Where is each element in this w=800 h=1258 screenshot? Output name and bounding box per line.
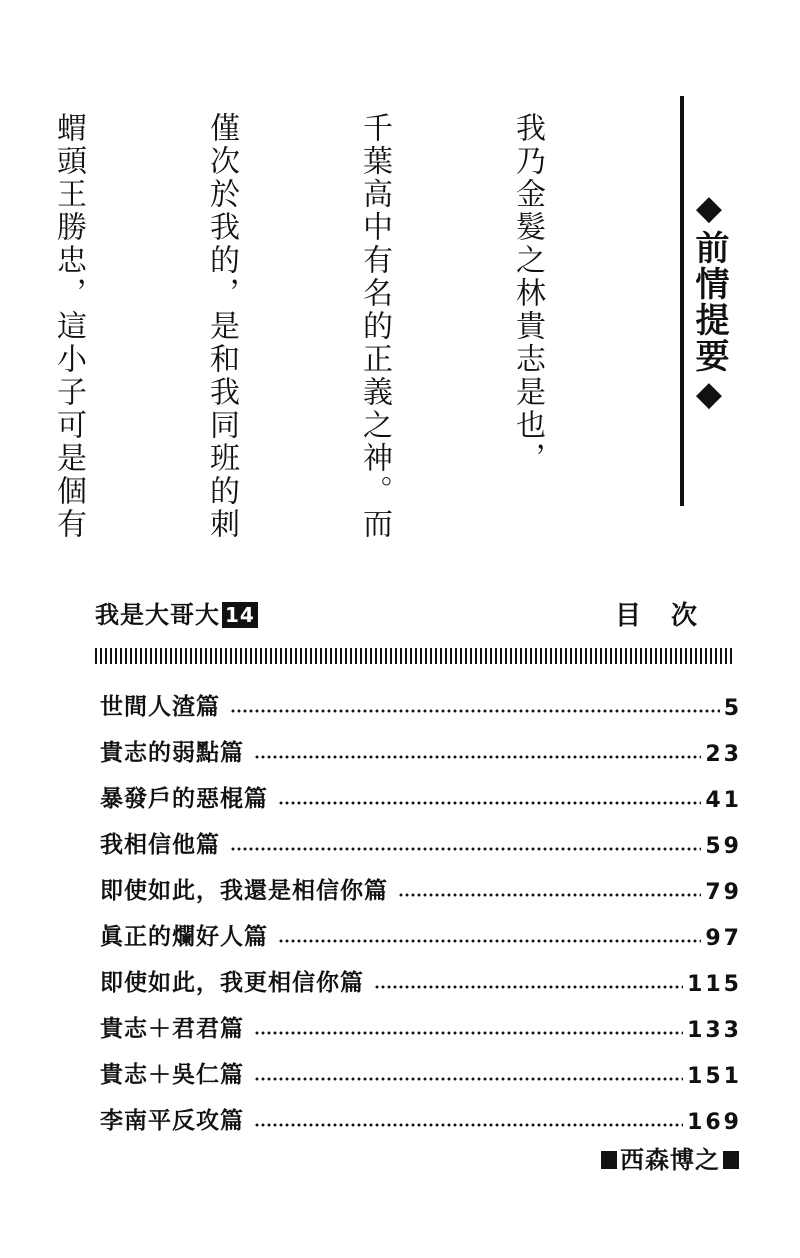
toc-entry-page: 79 — [705, 880, 742, 905]
toc-entry-title: 眞正的爛好人篇 — [100, 924, 268, 950]
toc-entry-page: 133 — [687, 1018, 742, 1043]
toc-entry[interactable] — [100, 675, 742, 721]
toc-entry-title: 即使如此，我還是相信你篇 — [100, 878, 388, 904]
toc-entry[interactable] — [100, 813, 742, 859]
toc-entry[interactable] — [100, 997, 742, 1043]
synopsis-line: 蝟頭王勝忠，這小子可是個有 — [51, 112, 86, 541]
toc-entry-title: 我相信他篇 — [100, 832, 220, 858]
toc-entry[interactable] — [100, 951, 742, 997]
dot-leader — [230, 709, 720, 713]
toc-entry-title: 貴志＋君君篇 — [100, 1016, 244, 1042]
dot-leader — [254, 1077, 683, 1081]
dot-leader — [278, 939, 701, 943]
toc-entry[interactable] — [100, 859, 742, 905]
dot-leader — [278, 801, 701, 805]
author-credit — [598, 1140, 742, 1175]
synopsis-line: 僅次於我的，是和我同班的刺 — [204, 112, 239, 541]
dot-leader — [254, 755, 701, 759]
synopsis-title: ◆前情提要◆ — [689, 188, 729, 416]
toc-entry[interactable] — [100, 1089, 742, 1135]
toc-entry-page: 115 — [687, 972, 742, 997]
toc-entry[interactable] — [100, 1043, 742, 1089]
toc-entry[interactable] — [100, 905, 742, 951]
header-rule — [95, 648, 735, 664]
toc-label: 目次 — [614, 601, 727, 631]
square-bullet-icon — [723, 1151, 739, 1169]
toc-entry-title: 即使如此，我更相信你篇 — [100, 970, 364, 996]
dot-leader — [254, 1031, 683, 1035]
synopsis-line: 我乃金髮之林貴志是也， — [510, 112, 545, 475]
toc-entry-page: 97 — [705, 926, 742, 951]
toc-entry-page: 59 — [705, 834, 742, 859]
series-title — [95, 595, 258, 630]
toc-entry-page: 151 — [687, 1064, 742, 1089]
toc-entry-title: 李南平反攻篇 — [100, 1108, 244, 1134]
toc-entry-page: 41 — [705, 788, 742, 813]
toc-entry-title: 貴志＋吳仁篇 — [100, 1062, 244, 1088]
toc-entry-page: 23 — [705, 742, 742, 767]
dot-leader — [230, 847, 701, 851]
toc-header — [95, 595, 735, 635]
toc-entry-page: 169 — [687, 1110, 742, 1135]
toc-entry[interactable] — [100, 767, 742, 813]
synopsis-line: 千葉高中有名的正義之神。而 — [357, 112, 392, 541]
volume-badge: 14 — [222, 602, 258, 628]
toc-list — [100, 675, 742, 1135]
dot-leader — [398, 893, 701, 897]
toc-entry-title: 暴發戶的惡棍篇 — [100, 786, 268, 812]
toc-entry[interactable] — [100, 721, 742, 767]
toc-entry-page: 5 — [723, 696, 742, 721]
toc-entry-title: 世間人渣篇 — [100, 694, 220, 720]
synopsis-text — [51, 112, 655, 541]
square-bullet-icon — [601, 1151, 617, 1169]
synopsis-heading-bar — [680, 96, 729, 506]
series-title-text: 我是大哥大 — [95, 601, 220, 629]
author-name: 西森博之 — [620, 1146, 720, 1174]
dot-leader — [374, 985, 683, 989]
dot-leader — [254, 1123, 683, 1127]
toc-entry-title: 貴志的弱點篇 — [100, 740, 244, 766]
